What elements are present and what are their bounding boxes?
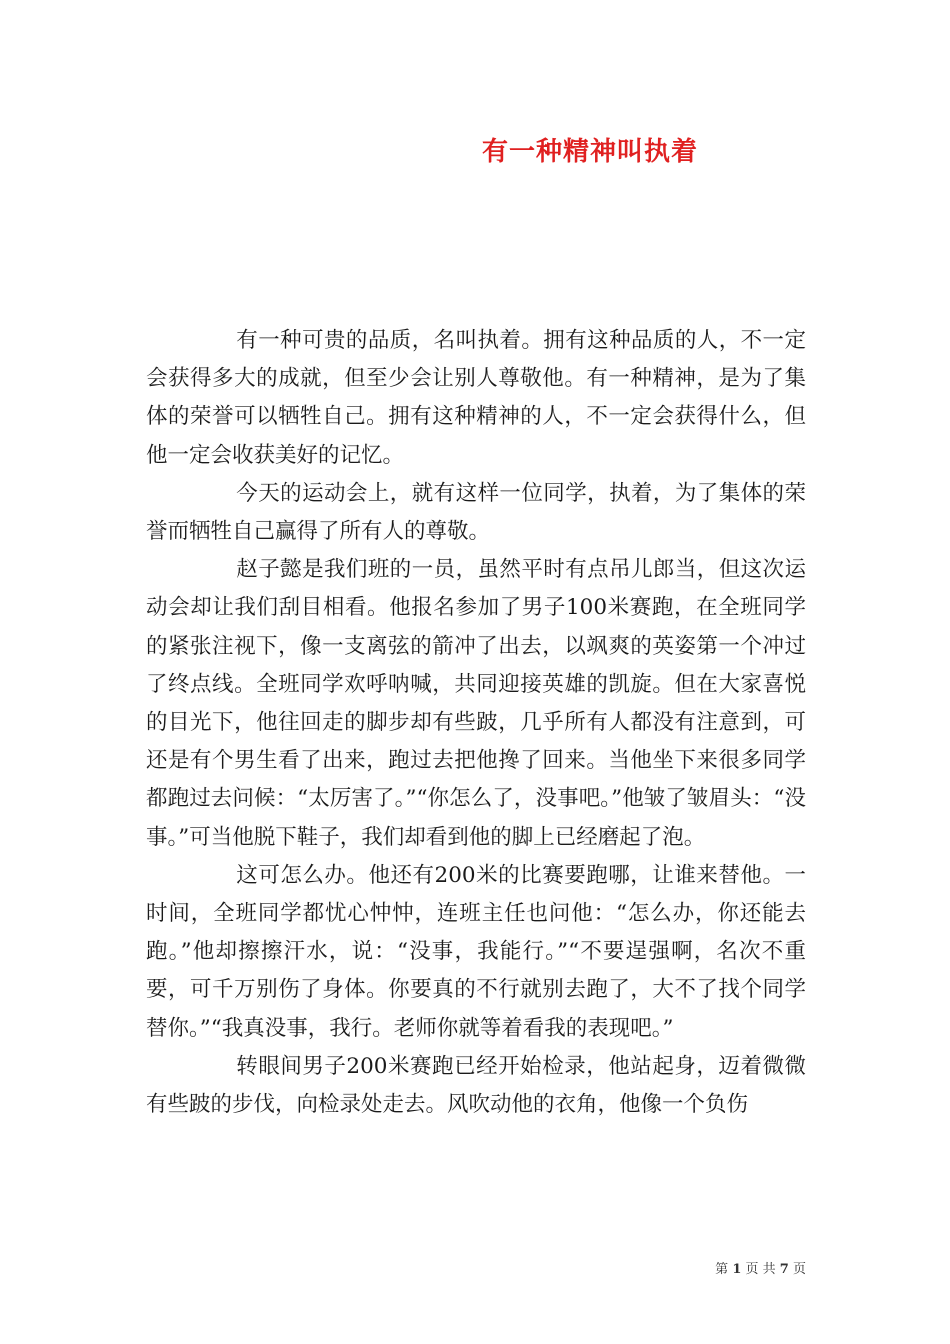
paragraph-2: 今天的运动会上，就有这样一位同学，执着，为了集体的荣誉而牺牲自己赢得了所有人的尊敬。 [146,480,806,545]
footer-middle: 页 共 [745,1262,776,1277]
article-body [146,322,806,1124]
document-title: 有一种精神叫执着 [481,137,698,167]
paragraph-5: 转眼间男子200米赛跑已经开始检录，他站起身，迈着微微有些跛的步伐，向检录处走去。风吹动他的衣角，他像一个负伤 [146,1053,806,1118]
footer-prefix: 第 [715,1262,729,1277]
paragraph-1: 有一种可贵的品质，名叫执着。拥有这种品质的人，不一定会获得多大的成就，但至少会让别人尊敬他。有一种精神，是为了集体的荣誉可以牺牲自己。拥有这种精神的人，不一定会获得什么，但他一定会收获美好的记忆。 [146,328,806,468]
footer-suffix: 页 [792,1262,806,1277]
total-page-number: 7 [779,1262,789,1277]
current-page-number: 1 [732,1262,742,1277]
paragraph-3: 赵子懿是我们班的一员，虽然平时有点吊儿郎当，但这次运动会却让我们刮目相看。他报名参加了男子100米赛跑，在全班同学的紧张注视下，像一支离弦的箭冲了出去，以飒爽的英姿第一个冲过了终点线。全班同学欢呼呐喊，共同迎接英雄的凯旋。但在大家喜悦的目光下，他往回走的脚步却有些跛，几乎所有人都没有注意到，可还是有个男生看了出来，跑过去把他搀了回来。当他坐下来很多同学都跑过去问候：“太厉害了。”“你怎么了，没事吧。”他皱了皱眉头：“没事。”可当他脱下鞋子，我们却看到他的脚上已经磨起了泡。 [146,557,806,850]
page-number-footer [715,1260,806,1280]
paragraph-4: 这可怎么办。他还有200米的比赛要跑哪，让谁来替他。一时间，全班同学都忧心忡忡，连班主任也问他：“怎么办，你还能去跑。”他却擦擦汗水，说：“没事，我能行。”“不要逞强啊，名次不重要，可千万别伤了身体。你要真的不行就别去跑了，大不了找个同学替你。”“我真没事，我行。老师你就等着看我的表现吧。” [146,862,806,1041]
